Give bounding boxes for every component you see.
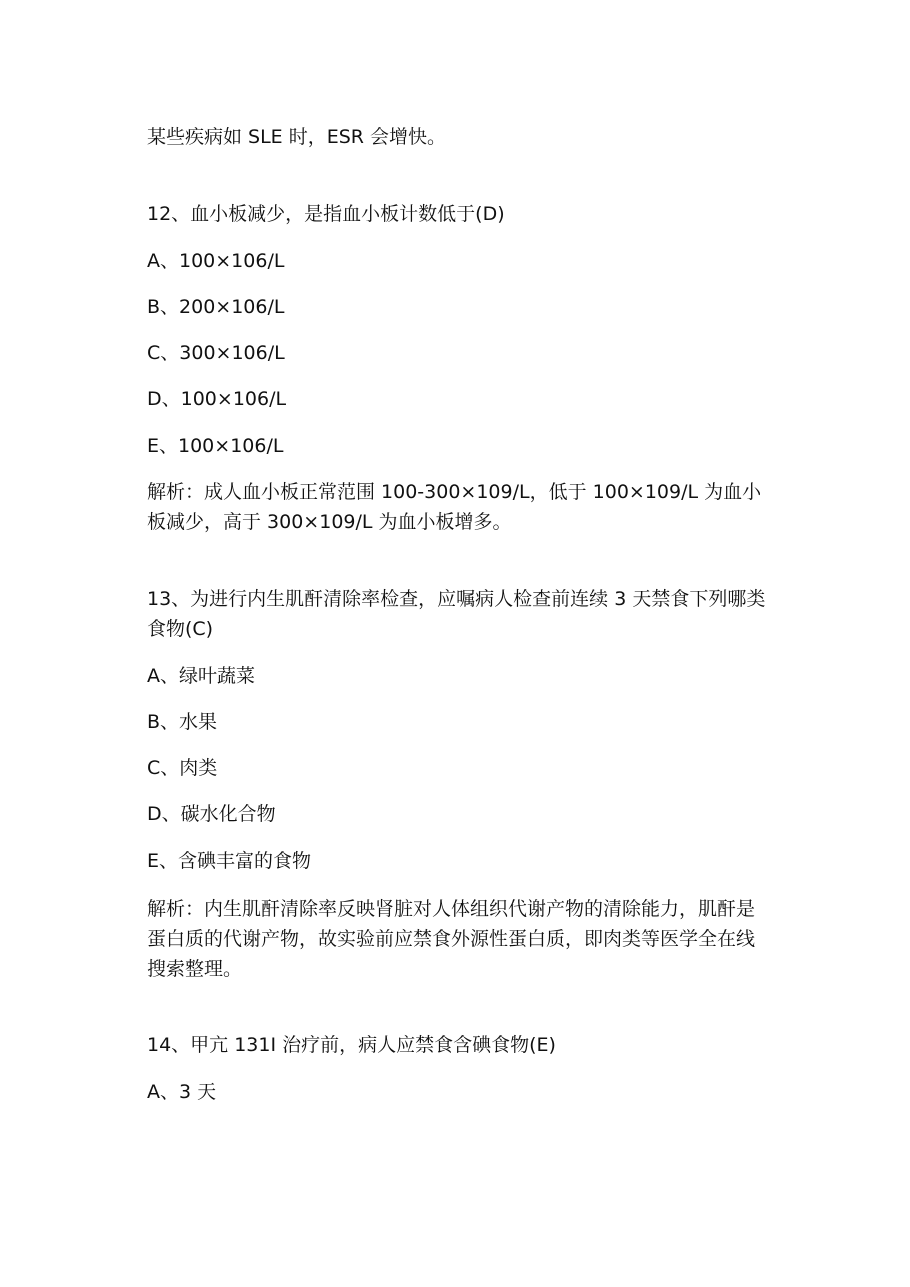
question-14-stem: 14、甲亢 131I 治疗前，病人应禁食含碘食物(E)	[147, 1034, 556, 1056]
question-13-analysis: 解析：内生肌酐清除率反映肾脏对人体组织代谢产物的清除能力，肌酐是蛋白质的代谢产物，故实验前应禁食外源性蛋白质，即肉类等医学全在线搜索整理。	[147, 898, 756, 980]
question-12-option-a: A、100×106/L	[147, 250, 285, 272]
question-12-option-c: C、300×106/L	[147, 342, 285, 364]
question-13-option-b: B、水果	[147, 711, 218, 733]
question-12-option-d: D、100×106/L	[147, 388, 287, 410]
question-13-stem: 13、为进行内生肌酐清除率检查，应嘱病人检查前连续 3 天禁食下列哪类食物(C)	[147, 588, 766, 640]
question-13-option-a: A、绿叶蔬菜	[147, 665, 255, 687]
question-13-option-e: E、含碘丰富的食物	[147, 850, 312, 872]
intro-text: 某些疾病如 SLE 时，ESR 会增快。	[147, 126, 447, 148]
question-13-option-d: D、碳水化合物	[147, 803, 276, 825]
question-14-option-a: A、3 天	[147, 1081, 217, 1103]
question-12-stem: 12、血小板减少，是指血小板计数低于(D)	[147, 203, 505, 225]
question-12-option-b: B、200×106/L	[147, 296, 285, 318]
question-12-analysis: 解析：成人血小板正常范围 100-300×109/L，低于 100×109/L 为血小板减少，高于 300×109/L 为血小板增多。	[147, 481, 762, 533]
question-13-option-c: C、肉类	[147, 757, 218, 779]
question-12-option-e: E、100×106/L	[147, 435, 284, 457]
